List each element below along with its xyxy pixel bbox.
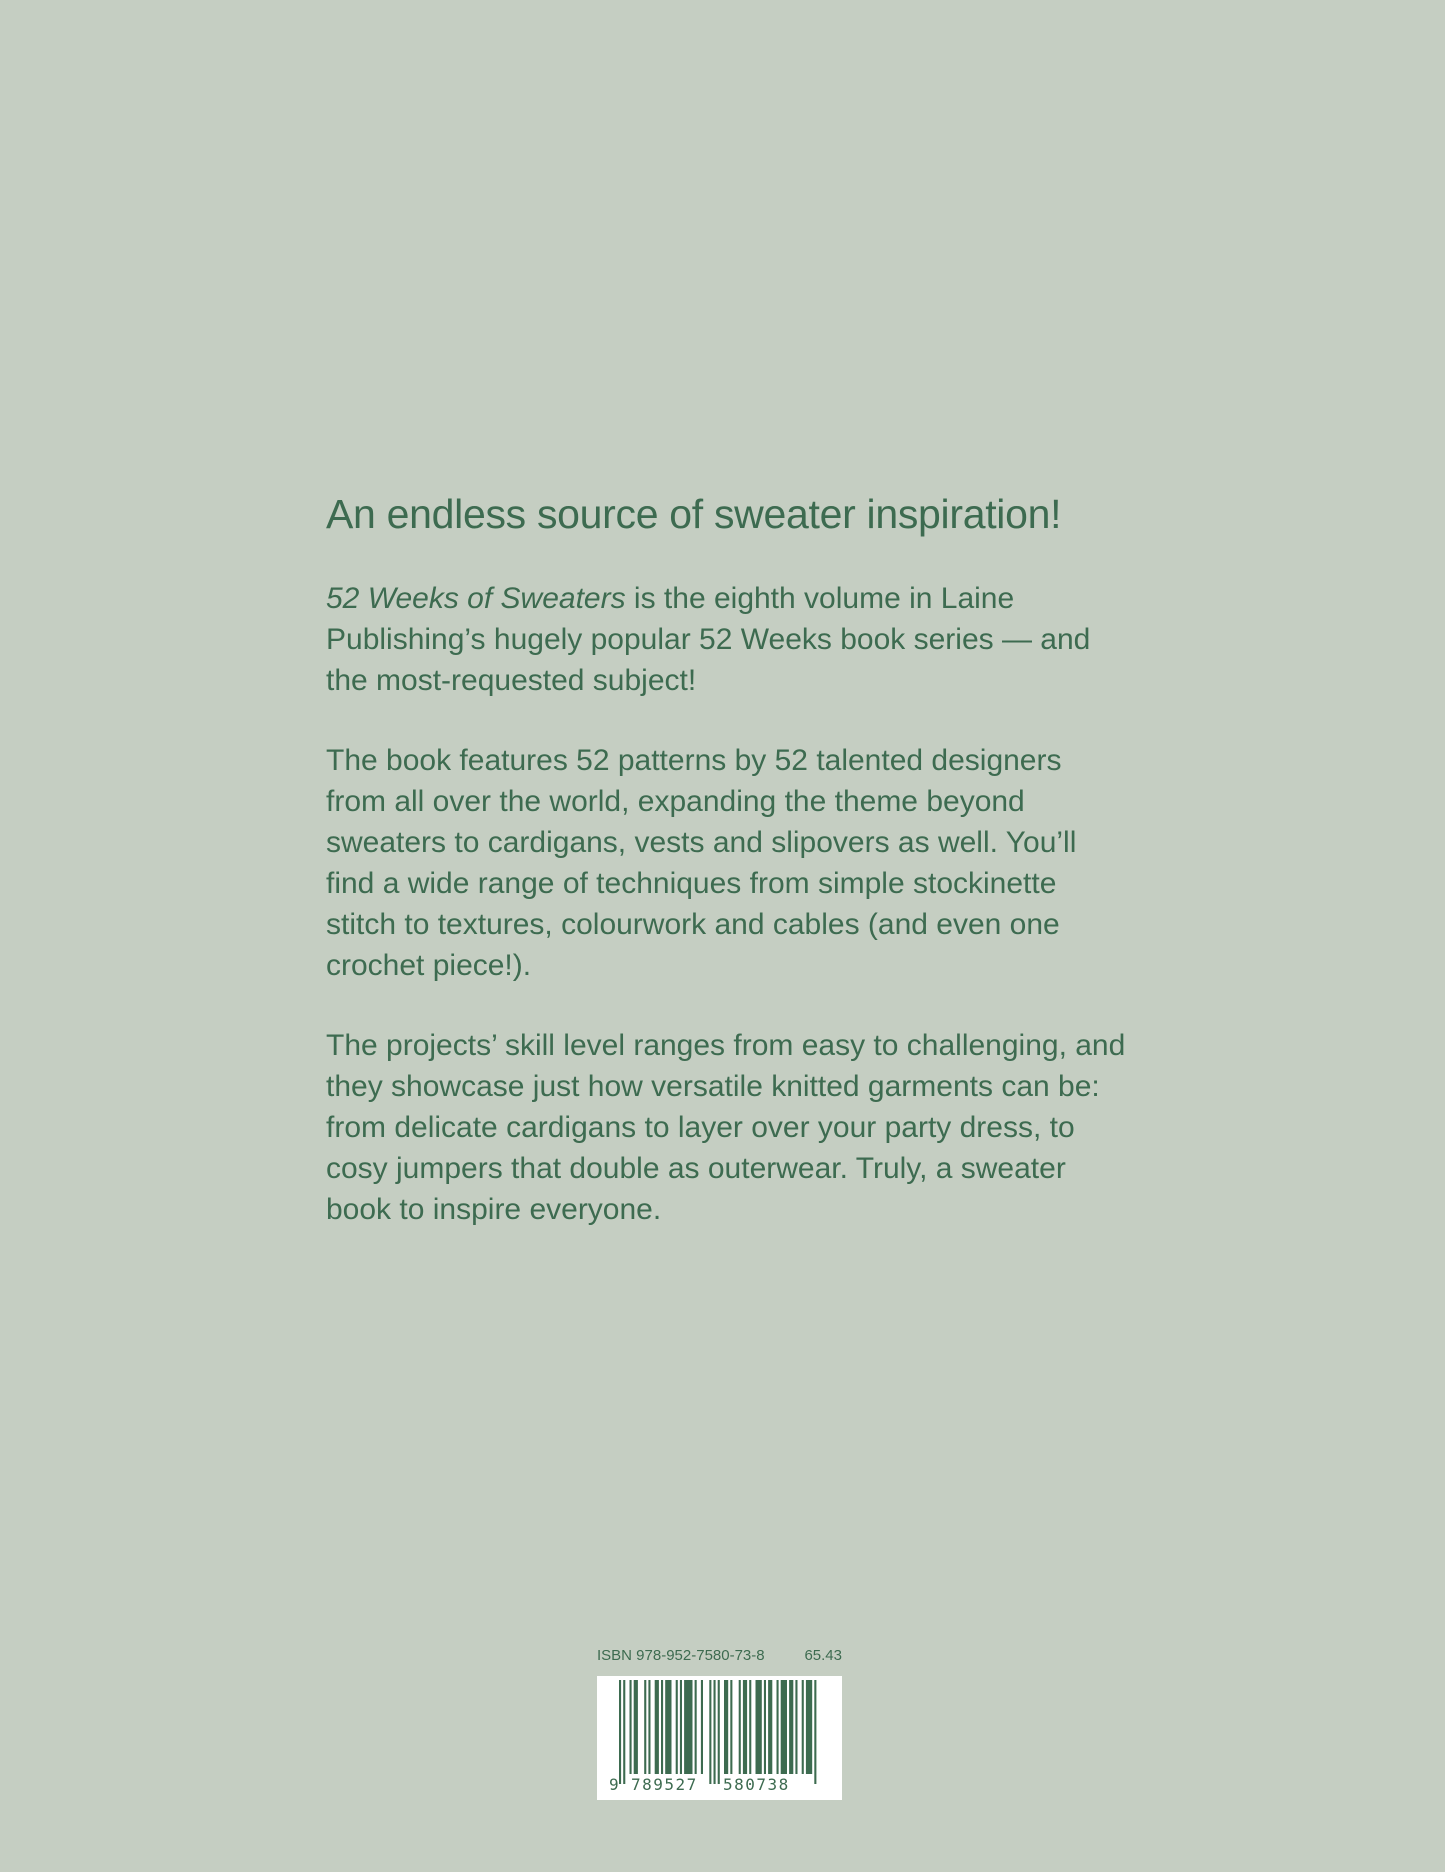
barcode-bar bbox=[756, 1680, 762, 1774]
barcode-bar bbox=[676, 1680, 678, 1774]
barcode-bar bbox=[709, 1680, 711, 1784]
barcode-bar bbox=[802, 1680, 804, 1774]
isbn-label: ISBN 978-952-7580-73-8 bbox=[597, 1647, 765, 1664]
barcode-bar bbox=[743, 1680, 747, 1774]
paragraph-intro bbox=[326, 578, 1126, 701]
book-title: 52 Weeks of Sweaters bbox=[326, 582, 626, 615]
paragraph-features: The book features 52 patterns by 52 talented designers from all over the world, expanding the theme beyond sweaters to cardigans, vests and slipovers as well. You’ll find a wide range of techniques from simple stockinette stitch to textures, colourwork and cables (and even one crochet piece!). bbox=[326, 744, 1077, 982]
barcode-bar bbox=[777, 1680, 779, 1774]
barcode-bar bbox=[814, 1680, 816, 1784]
barcode-bar bbox=[781, 1680, 787, 1774]
barcode-bar bbox=[634, 1680, 638, 1774]
barcode-digits-right: 580738 bbox=[723, 1775, 790, 1794]
isbn-line bbox=[597, 1646, 842, 1666]
barcode-bar bbox=[739, 1680, 741, 1774]
barcode-bar bbox=[648, 1680, 650, 1774]
headline: An endless source of sweater inspiration! bbox=[326, 491, 1062, 537]
barcode bbox=[597, 1676, 842, 1800]
barcode-bar bbox=[630, 1680, 632, 1774]
barcode-bar bbox=[724, 1680, 728, 1774]
barcode-bar bbox=[730, 1680, 732, 1774]
barcode-digits-left: 789527 bbox=[631, 1775, 698, 1794]
barcode-bar bbox=[655, 1680, 659, 1774]
barcode-bar bbox=[718, 1680, 720, 1784]
barcode-bar bbox=[619, 1680, 621, 1784]
barcode-bar bbox=[764, 1680, 766, 1774]
barcode-bar bbox=[661, 1680, 663, 1774]
barcode-digits bbox=[597, 1775, 842, 1795]
barcode-bar bbox=[623, 1680, 625, 1784]
paragraph-intro-text: is the eighth volume in Laine Publishing’s hugely popular 52 Weeks book series — and the most-requested subject! bbox=[326, 582, 1091, 697]
barcode-block bbox=[597, 1646, 842, 1800]
barcode-bar bbox=[665, 1680, 671, 1774]
barcode-bar bbox=[684, 1680, 692, 1774]
barcode-bar bbox=[789, 1680, 793, 1774]
barcode-bar bbox=[795, 1680, 797, 1774]
barcode-bar bbox=[701, 1680, 703, 1774]
barcode-bar bbox=[695, 1680, 697, 1774]
barcode-digit-lead: 9 bbox=[609, 1775, 621, 1794]
class-code: 65.43 bbox=[804, 1647, 842, 1664]
barcode-bar bbox=[749, 1680, 751, 1774]
back-cover-text bbox=[326, 488, 1126, 1269]
paragraph-skill-level: The projects’ skill level ranges from easy to challenging, and they showcase just how versatile knitted garments can be: from delicate cardigans to layer over your party dress, to cosy jumpers that double as outerwear. Truly, a sweater book to inspire everyone. bbox=[326, 1029, 1126, 1226]
barcode-bar bbox=[644, 1680, 646, 1774]
barcode-bar bbox=[806, 1680, 812, 1774]
barcode-bar bbox=[680, 1680, 682, 1774]
barcode-bar bbox=[714, 1680, 716, 1784]
barcode-bar bbox=[768, 1680, 772, 1774]
